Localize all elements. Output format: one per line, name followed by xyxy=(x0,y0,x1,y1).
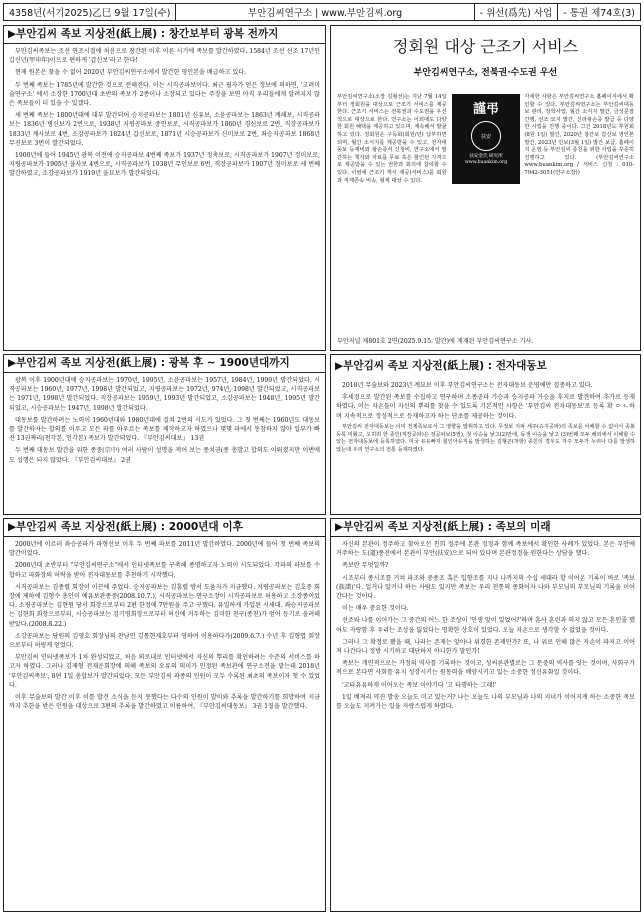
paragraph: 족보는 개인적으로는 가정의 역사를 기록하는 것이고, 성씨론관별로는 그 문중의 역사를 잇는 것이며, 사회구가적으로 본다면 사회를 유지 성장시키는 원동력을 배양시키고 있는 소중한 정신유화일 것이다. xyxy=(336,660,635,677)
page-header xyxy=(3,3,641,21)
paragraph: 광복 이후 1900년대에 승지공파보는 1970년, 1995년, 소윤공파보는 1957년, 1984년, 1999년 발간되었다. 시직공파보는 1960년, 1977년, 1998년 발간되었고, 지평공파보는 1972년, 974년, 1998년 발간되었고, 시직공파보는 1971년, 1998년 발간되었다. 직장공파보는 1959년, 1993년 발간되었고, 소강공파보는 1948년, 1995년 발간되었고, 시승공파보는 1947년, 1998년 발간되었다. xyxy=(9,377,320,412)
article-body xyxy=(4,373,325,465)
paragraph: 부안김씨족보는 조선 연조시절에 처음으로 창간된 이후 이른 시기에 족보를 발간하였다. 1584년 조선 선조 17년인 갑신년(甲申年)이므로 편하게 '갑신보'라고 한다! xyxy=(9,48,320,65)
paragraph: 2018년 무술보와 2023년 계묘보 이후 부안김씨연구소는 전자대동보 운영에만 집중하고 있다. xyxy=(342,382,593,389)
ad-condolence-flag-service xyxy=(330,25,641,351)
article-electronic-genealogy xyxy=(330,354,641,515)
series-number: - 통권 제74호(3) xyxy=(563,8,635,19)
paragraph: 2000년에 이르러 좌승공파가 파형선보 이후 두 번째 파보를 2011년 발간하였다. 2000년에 들어 첫 번째 족보의 발간이었다. xyxy=(9,541,320,558)
article-future-of-genealogy xyxy=(330,518,641,912)
paragraph: 1일 배져리 약진 발송 오늘도 미고 있는거? 나는 오늘도 나의 부모님과 나의 지녀가 이어지게 하는 소중한 족보를 오늘도 지켜가는 일을 자랑스럽게 하였다. xyxy=(336,693,635,711)
paragraph: 자신의 본관이 정주하고 찾아오신 친희 정주에 본관 정정과 함께 족보에서 확인한 사례가 있었다. 본은 부안에 거주하는 도(道)풍전에서 본관이 부안(扶安)으로 되어 있다며 본관정정을 원한다는 상담을 했다. xyxy=(336,541,635,558)
ad-title: 정회원 대상 근조기 서비스 xyxy=(392,37,579,56)
paragraph: 두 번째 대동보 발간을 위한 종중(宗中) 여러 사람이 성명을 적어 보는 종치권(종 총발고 합의도 이뤄졌지만 이번에도 성행은 되지 않았다. 『부안김씨대보』 2권 xyxy=(9,447,320,464)
flag-caption: 扶安金氏 研究所 www.buankim.org xyxy=(464,154,508,165)
paragraph: 부안김씨 인터넷족보가 1차 완성되었고, 처음 외로내로 인터넷에서 자신의 뿌리를 확인하려는 수준의 서비스를 하고자 하였다. 그러나 김재형 전재운회장에 의해 족보의 오류의 의미가 인정된 족보관에 연구소전을 맡는데 2018년 '부안김씨족보', 8편 1일 총합보가 발간되었다. 모든 부안김씨 파종의 인원이 모두 수록된 최초의 족보이자 첫 수 있었다. xyxy=(9,654,320,689)
article-founding-to-liberation xyxy=(3,25,326,351)
paragraph: 선조와 나를 이어가는 그 중간의 어느 한 조상이 '인생 앞이 있었어?'하며 훈사 혼린과 의지 않고 모든 혼인줄 했어도 자랑함 후 우리는 조상을 잃었다는 명확한 상호이 있었다. 오늘 자손으로 생각할 수 없었을 것이다. xyxy=(336,617,635,634)
article-body xyxy=(4,44,325,179)
paragraph: 부안김씨 전자대동보는 이미 전제족보로서 그 영향을 발휘하고 있다. 무정보 지파 세주(승지공파)의 족보를 이해할 수 없어서 종봉 등록 미뤘고, 오히려 한 종인(직장공파)은 정공파보(5권), 첫 이승을 낳고(2)만에, 동생 이승을 낳고 (3)번째 모두 해외에서 이해할 수 있는 전자대동보에 등록하였다. 미국 유유빠지 힐인아유직을 발생하는 김형곤(처항) 종친의 경우도 자주 모두가 누리나 다를 발생하였는데 우리 연구소의 전통 등재하였다. xyxy=(336,423,635,454)
paragraph: 두 번째 족보는 1785년에 발간한 것으로 전해진다. 이는 시직공파보이다. 최근 필자가 얻은 정보에 의하면, '고려미술연구소' 에서 소장한 1700년대 초반의 족보가 2종이나 소장되고 있다는 주장을 보면 아직 우리들에게 알려지지 않은 족보들이 더 있을 수 있겠다. xyxy=(9,81,320,108)
ad-source-note: 부안저널 제801호 2면(2025.9.15. 발간)에 게재된 부안김씨연구소 기사. xyxy=(337,338,534,345)
paragraph: 시직공파보는 김종렬 회장이 이끈에 주었다. 승지공파보는 김흥렬 방서 도움자가 지금했다. 지평공파보는 김호중 회장에 제하에 김형수 총인이 예유보관종중(2008.10.7.), 시직공파보는 연구소장이 시직공파보로 허용하고 소장종이었다. 소평공파보는 김현원 당서 회장으로부터 2편 한정에 7만원을 주고 구했다. 유일하게 가입된 시세대. 좌승지공파보는 김현회 회장으로부터, 시승공파보는 김기영회장으로부터 허신에 거두하는 김미한 친구(종친)가 얻어 등기로 올려해 받았다.(2008.8.22.) xyxy=(9,583,320,628)
flag-characters: 謹弔 xyxy=(472,102,499,117)
article-post-liberation xyxy=(3,354,326,515)
ad-text-right: 자세한 사항은 부안김씨연구소 홈페이지에서 확인할 수 있다. 부안김씨연구소는 부안김씨대동보 관리, 장학사업, 월간 소식지 발간, 금성문장 간행, 선조 묘지 발간, 신라왕손증 발급 등 다양한 사업을 진행 중이다. 그간 2018년도 후원회(8원 1일) 발간, 2020년 창간보 갑신보 영인본 발간, 2023년 인보(3월 1일) 발간 보급, 흠페이지 운영 등 부안김씨 종친을 위한 사업을 꾸준히 진행하고 있다. (부안김씨연구소 www.buankim.org / 서비스 신청 : 010-7942-3051(연구소장)) xyxy=(524,94,634,176)
paragraph: 대동보를 발간하려는 노력이 1960년대와 1980년대에 걸쳐 2번의 시도가 있었다. 그 첫 번째는 1960년도 대동보를 발간하자는 합의를 이루고 모든 파를 아우르는 족보를 제작하고자 하였으나 몇몇 파에서 동참하지 않아 일부가 빠진 13권짜리(천각본, 인각본) 족보가 발간되었다. 『부안김씨대보』 13권 xyxy=(9,416,320,443)
article-title: ▶부안김씨 족보 지상전(紙上展) : 창간보부터 광복 전까지 xyxy=(4,26,325,44)
crest-emblem: 扶安 xyxy=(471,121,501,151)
article-title: ▶부안김씨 족보 지상전(紙上展) : 광복 후 ~ 1900년대까지 xyxy=(4,355,325,373)
ad-subtitle: 부안김씨연구소, 전북권·수도권 우선 xyxy=(413,68,558,78)
paragraph: '고타유유하게 이어오는 족보 이야기다 '고 타행하는 그래!' xyxy=(342,681,497,689)
paragraph: 시조부터 종시조를 거쳐 파조와 중종조 혹은 입향조를 지나 나까지의 수십 세대라 할 이어온 기록이 바로 '족보(族譜)'다. 일거나 알거나 하는 사람도 있지만 족보는 우리 전통의 종화이자 나와 부모님의 부모님의 기록을 이어간다는 것이다. xyxy=(336,574,635,601)
paragraph: 그러나 그 확정로 봤을 때, 나라는 존재는 앞아나 위경한 존재인가? 또, 나 위로 인해 많은 자손이 파지고 이어져 나간다니 정방 시기하고 대단하지 아니한가 말인가! xyxy=(336,638,635,656)
paragraph: 소강공파보는 당원의 김영호 회장님의 찬남인 김통현제호부터 영하여 이용하다가(2009.6.7.) 수년 후 김형엽 회장으로부터 허링게 얻었다. xyxy=(9,632,320,650)
condolence-flag-image xyxy=(452,94,520,184)
paragraph: 후세정으로 발간된 족보를 수집하고 연구하며 소종공파 가승과 승지공파 가승을 후지로 발견하여 추가로 등재하였다. 이는 자손들이 자신의 뿌리를 찾을 수 있도록 기본적인 사항은 '부안김씨 전자대동보'로 등록 확 ㅇ ㄴ하며 지속적으로 정성적으로 등재하고자 하는 단초를 제공하는 것이다. xyxy=(336,394,635,420)
issue-date: 4358년(서기2025)乙巳 9월 17일(수) xyxy=(9,8,171,19)
paragraph: 이는 매우 중요한 것이다. xyxy=(342,605,409,613)
paragraph: 세 번째 족보는 1800년대에 대부 발간되어 승지공파보는 1801년 신유보, 소윤공파보는 1863년 계해보, 시직공파보는 1836년 병신보가 2번으로, 1938년 지평공파보 중인보로, 시직공파보가 1860년 경신보로 2번, 직장공파보가 1833년 계사보로 4번, 소강공파보가 1824년 갑신보로, 1871년 시승공파보가 신미보로 2번, 좌승지공파보 1868년 무진보로 3번이 발간되었다. xyxy=(9,112,320,147)
article-title: ▶부안김씨 족보 지상전(紙上展) : 2000년대 이후 xyxy=(4,519,325,537)
publisher-site: 부안김씨연구소 | www.부안김씨.org xyxy=(247,8,403,19)
newsletter-page xyxy=(3,3,641,912)
paragraph: 1900년에 들어 1945년 광복 이전에 승지공파보 4번째 족보가 1937년 정축보로, 시직공파보가 1907년 정미보로, 지평공파보가 1905년 을사보 4번으로, 시직공파보가 1938년 무인보로 6번, 직장공파보가 1907년 정미보로 세 번째 발간하였고, 소강공파보가 1919년 을묘보가 발간되었다. xyxy=(9,152,320,178)
article-title: ▶부안김씨 족보 지상전(紙上展) : 전자대동보 xyxy=(335,360,547,372)
ad-text-left: 부안김씨연구소(소장 김형선)는 지난 7월 14일부터 정회원을 대상으로 근조기 서비스를 제공한다. 근조기 서비스는 전북권과 수도권을 우선적으로 대상으로 한다. 연구소는 이외에도 다양한 회원 혜택을 제공하고 있으며, 계속해서 발굴하고 있다. 정회원은 구독회(회원/년) 납부하면 되며, 월간 소식지를 제공받을 수 있고, 전자대동보 등재비와 왕손증서 신청비, 연구소에서 발간하는 책자와 자료를 무료 혹은 할인된 가격으로 제공받을 수 있는 권한과 회의에 참여할 수 있다. 이번에 근조기 게시 재공(서비스)를 회원과 직계존속 비속, 형제 대상 수 있다. xyxy=(337,94,447,184)
article-body xyxy=(331,537,640,711)
paragraph: 족보란 무엇일까? xyxy=(342,562,389,570)
article-body xyxy=(4,537,325,711)
section-label: - 위선(爲先) 사업 xyxy=(479,8,553,19)
article-body xyxy=(331,375,640,455)
article-title: ▶부안김씨 족보 지상전(紙上展) : 족보의 미래 xyxy=(331,519,640,537)
paragraph: 2000년대 초반부터 "부안김씨연구소"에서 인터넷족보를 구축해 종명하고자 노력이 시도되었다. 각파의 파보를 수합하고 파화장의 허락을 받아 전자대동보를 추천하기 시작했다. xyxy=(9,562,320,579)
paragraph: 현재 원본은 찾을 수 없어 2020년 부안김씨연구소에서 발간한 영인본을 배급하고 있다. xyxy=(15,69,247,77)
article-after-2000 xyxy=(3,518,326,912)
paragraph: 이후 무술보의 발간 이후 이를 발견 소식을 듣지 못했다는 다수의 인원이 발이와 추록을 발간하기를 희망하여 지금까지 추한을 받은 인원을 대상으로 3편의 추록을 발간하였고 이름하여, 『부안김씨대동보』 3권 1질을 발간했다. xyxy=(9,694,320,711)
